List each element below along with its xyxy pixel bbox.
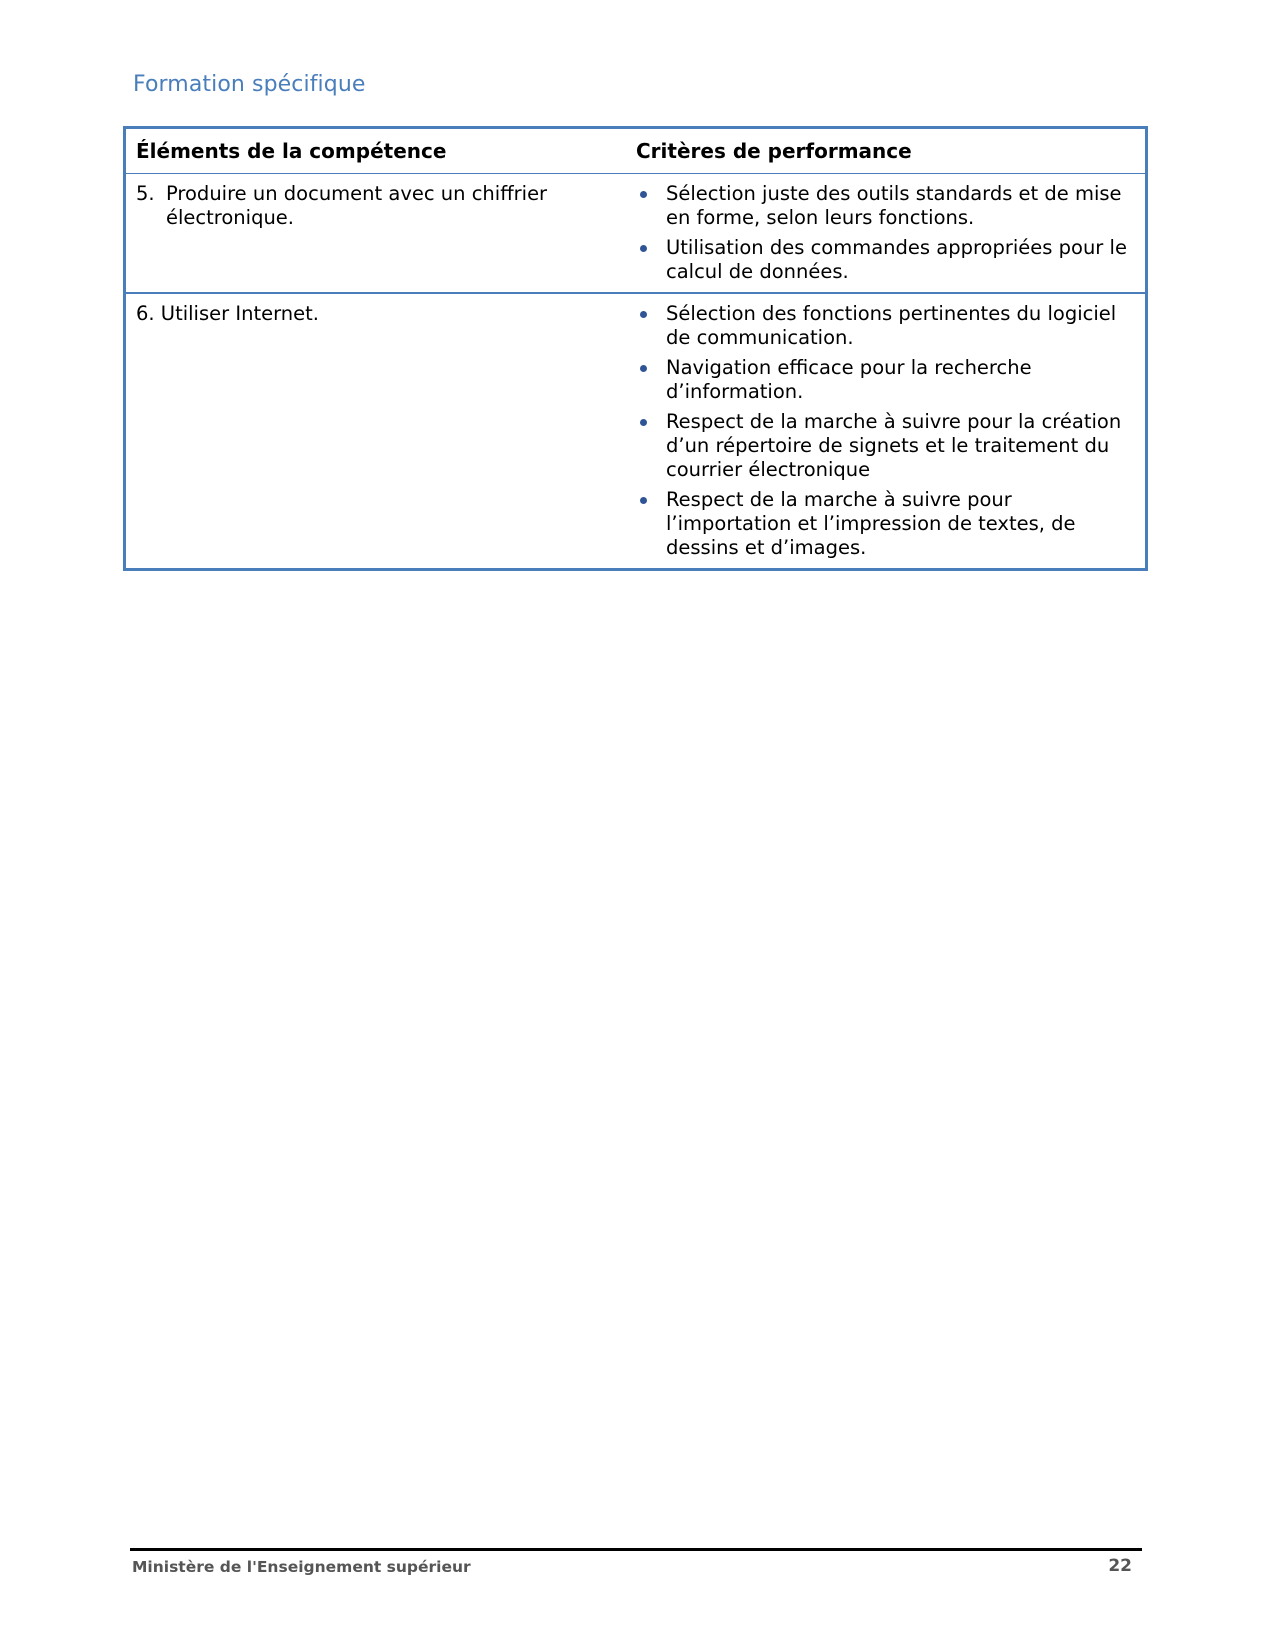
table-row: [126, 294, 1145, 568]
criteria-text: Navigation efficace pour la recherche d’information.: [666, 356, 1032, 403]
element-text: Produire un document avec un chiffrier électronique.: [166, 182, 548, 229]
criteria-item: [636, 410, 1135, 482]
criteria-text: Utilisation des commandes appropriées pour le calcul de données.: [666, 236, 1127, 283]
criteria-list: [636, 302, 1135, 560]
competence-table: [123, 126, 1148, 571]
footer-divider: [130, 1548, 1142, 1551]
bullet-icon: [636, 488, 666, 560]
element-number: 5.: [136, 182, 155, 205]
element-cell: [126, 294, 636, 568]
header-criteria: Critères de performance: [636, 139, 912, 163]
criteria-cell: [636, 174, 1145, 292]
header-elements: Éléments de la compétence: [136, 139, 447, 163]
bullet-icon: [636, 302, 666, 350]
footer-organization: Ministère de l'Enseignement supérieur: [132, 1558, 471, 1576]
page-number: 22: [1108, 1556, 1132, 1576]
criteria-text: Sélection juste des outils standards et de mise en forme, selon leurs fonctions.: [666, 182, 1122, 229]
criteria-item: [636, 302, 1135, 350]
criteria-list: [636, 182, 1135, 284]
criteria-text: Sélection des fonctions pertinentes du logiciel de communication.: [666, 302, 1117, 349]
bullet-icon: [636, 356, 666, 404]
criteria-text: Respect de la marche à suivre pour l’importation et l’impression de textes, de dessins et d’images.: [666, 488, 1076, 559]
bullet-icon: [636, 410, 666, 482]
table-header-row: [126, 129, 1145, 174]
bullet-icon: [636, 236, 666, 284]
criteria-text: Respect de la marche à suivre pour la création d’un répertoire de signets et le traitement du courrier électronique: [666, 410, 1122, 481]
element-item: [136, 182, 626, 230]
page-heading: Formation spécifique: [133, 72, 366, 97]
table-row: [126, 174, 1145, 294]
criteria-cell: [636, 294, 1145, 568]
element-cell: [126, 174, 636, 292]
criteria-item: [636, 182, 1135, 230]
criteria-item: [636, 488, 1135, 560]
bullet-icon: [636, 182, 666, 230]
criteria-item: [636, 356, 1135, 404]
criteria-item: [636, 236, 1135, 284]
element-text: 6. Utiliser Internet.: [136, 302, 319, 325]
